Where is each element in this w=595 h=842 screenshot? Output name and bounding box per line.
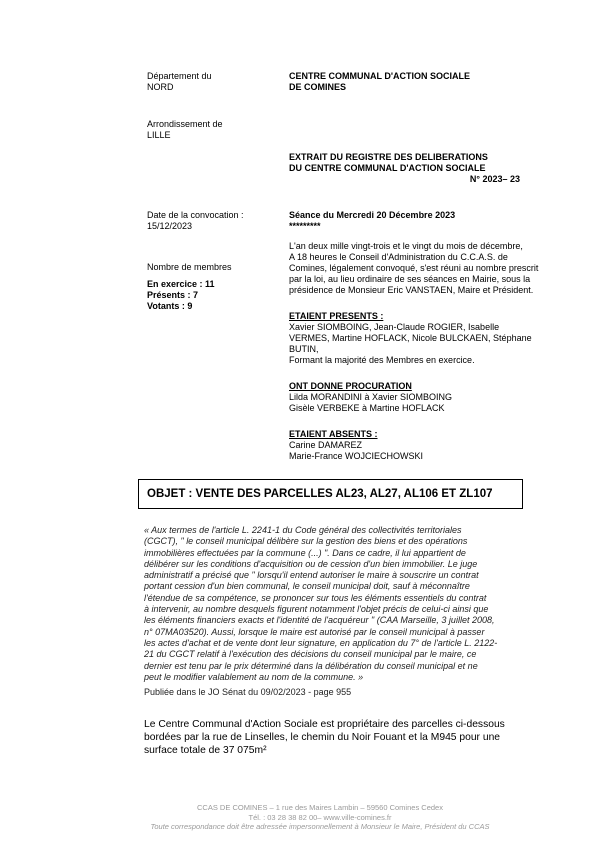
membres-en-exercice: En exercice : 11 [147, 279, 215, 289]
absents-title: ETAIENT ABSENTS : [289, 429, 378, 439]
procuration-title: ONT DONNE PROCURATION [289, 381, 412, 391]
footer-notice: Toute correspondance doit être adressée impersonnellement à Monsieur le Maire, Président du CCAS [150, 822, 490, 831]
body-paragraph: Le Centre Communal d'Action Sociale est propriétaire des parcelles ci-dessous bordées par la rue de Linselles, le chemin du Noir Fouant et la M945 pour une surface totale de 37 075m² [144, 719, 505, 756]
departement-block [147, 71, 212, 93]
seance-block [289, 210, 455, 232]
objet-title: OBJET : VENTE DES PARCELLES AL23, AL27, AL106 ET ZL107 [147, 488, 493, 500]
convocation-date: 15/12/2023 [147, 221, 193, 231]
footer-address: CCAS DE COMINES – 1 rue des Maires Lambin – 59560 Comines Cedex [197, 803, 443, 812]
objet-box [138, 479, 523, 509]
convocation-block [147, 210, 244, 232]
seance-stars: ********* [289, 221, 321, 231]
arrondissement-label: Arrondissement de [147, 119, 223, 129]
seance-date: Séance du Mercredi 20 Décembre 2023 [289, 210, 456, 220]
deliberation-number: N° 2023– 23 [469, 174, 520, 184]
legal-citation: « Aux termes de l'article L. 2241-1 du Code général des collectivités territoriales (CGCT), " le conseil municipal délibère sur la gestion des biens et des opérations immobilières effectuées par la commune (...) ". Dans ce cadre, il lui appartient de délibérer sur les conditions d'acquisition ou de cession d'un bien immobilier. Le juge administratif a précisé que " lorsqu'il entend autoriser le maire à souscrire un contrat portant cession d'un bien communal, le conseil municipal doit, sauf à méconnaître l'étendue de sa compétence, se prononcer sur tous les éléments essentiels du contrat à intervenir, au nombre desquels figurent notamment l'objet précis de celui-ci ainsi que les éléments financiers exacts et l'identité de l'acquéreur " (CAA Marseille, 3 juillet 2008, n° 07MA03520). Aussi, lorsque le maire est autorisé par le conseil municipal à passer les actes d'achat et de vente dont leur signature, en application du 7° de l'article L. 2122- 21 du CGCT relatif à l'exécution des décisions du conseil municipal par le maire, ce dernier est tenu par le prix déterminé dans la délibération du conseil municipal et ne peut le modifier valablement au nom de la commune. » [144, 525, 498, 682]
departement-label: Département du [147, 71, 212, 81]
departement-value: NORD [147, 82, 174, 92]
membres-votants: Votants : 9 [147, 301, 193, 311]
membres-block [147, 262, 232, 312]
preambule: L'an deux mille vingt-trois et le vingt du mois de décembre, A 18 heures le Conseil d'Administration du C.C.A.S. de Comines, légalement convoqué, s'est réuni au nombre prescrit par la loi, au lieu ordinaire de ses séances en Mairie, sous la présidence de Monsieur Eric VANSTAEN, Maire et Président. [289, 241, 539, 295]
footer-contact: Tél. : 03 28 38 82 00– www.ville-comines.fr [248, 812, 392, 822]
membres-title: Nombre de membres [147, 262, 232, 272]
procuration-block: ONT DONNE PROCURATION Lilda MORANDINI à Xavier SIOMBOING Gisèle VERBEKE à Martine HOFLACK [289, 381, 453, 413]
publication-note: Publiée dans le JO Sénat du 09/02/2023 - page 955 [144, 687, 352, 697]
extrait-title: EXTRAIT DU REGISTRE DES DELIBERATIONS DU CENTRE COMMUNAL D'ACTION SOCIALE N° 2023– 23 [289, 152, 520, 184]
presents-block: ETAIENT PRESENTS : Xavier SIOMBOING, Jean-Claude ROGIER, Isabelle VERMES, Martine HOFLACK, Nicole BULCKAEN, Stéphane BUTIN, Formant la majorité des Membres en exercice. [289, 311, 532, 365]
arrondissement-value: LILLE [147, 130, 171, 140]
footer [120, 803, 520, 832]
membres-presents: Présents : 7 [147, 290, 199, 300]
absents-block: ETAIENT ABSENTS : Carine DAMAREZ Marie-France WOJCIECHOWSKI [289, 429, 424, 461]
arrondissement-block [147, 119, 223, 141]
organisme-title: CENTRE COMMUNAL D'ACTION SOCIALE DE COMINES [289, 71, 470, 92]
convocation-label: Date de la convocation : [147, 210, 244, 220]
presents-title: ETAIENT PRESENTS : [289, 311, 384, 321]
